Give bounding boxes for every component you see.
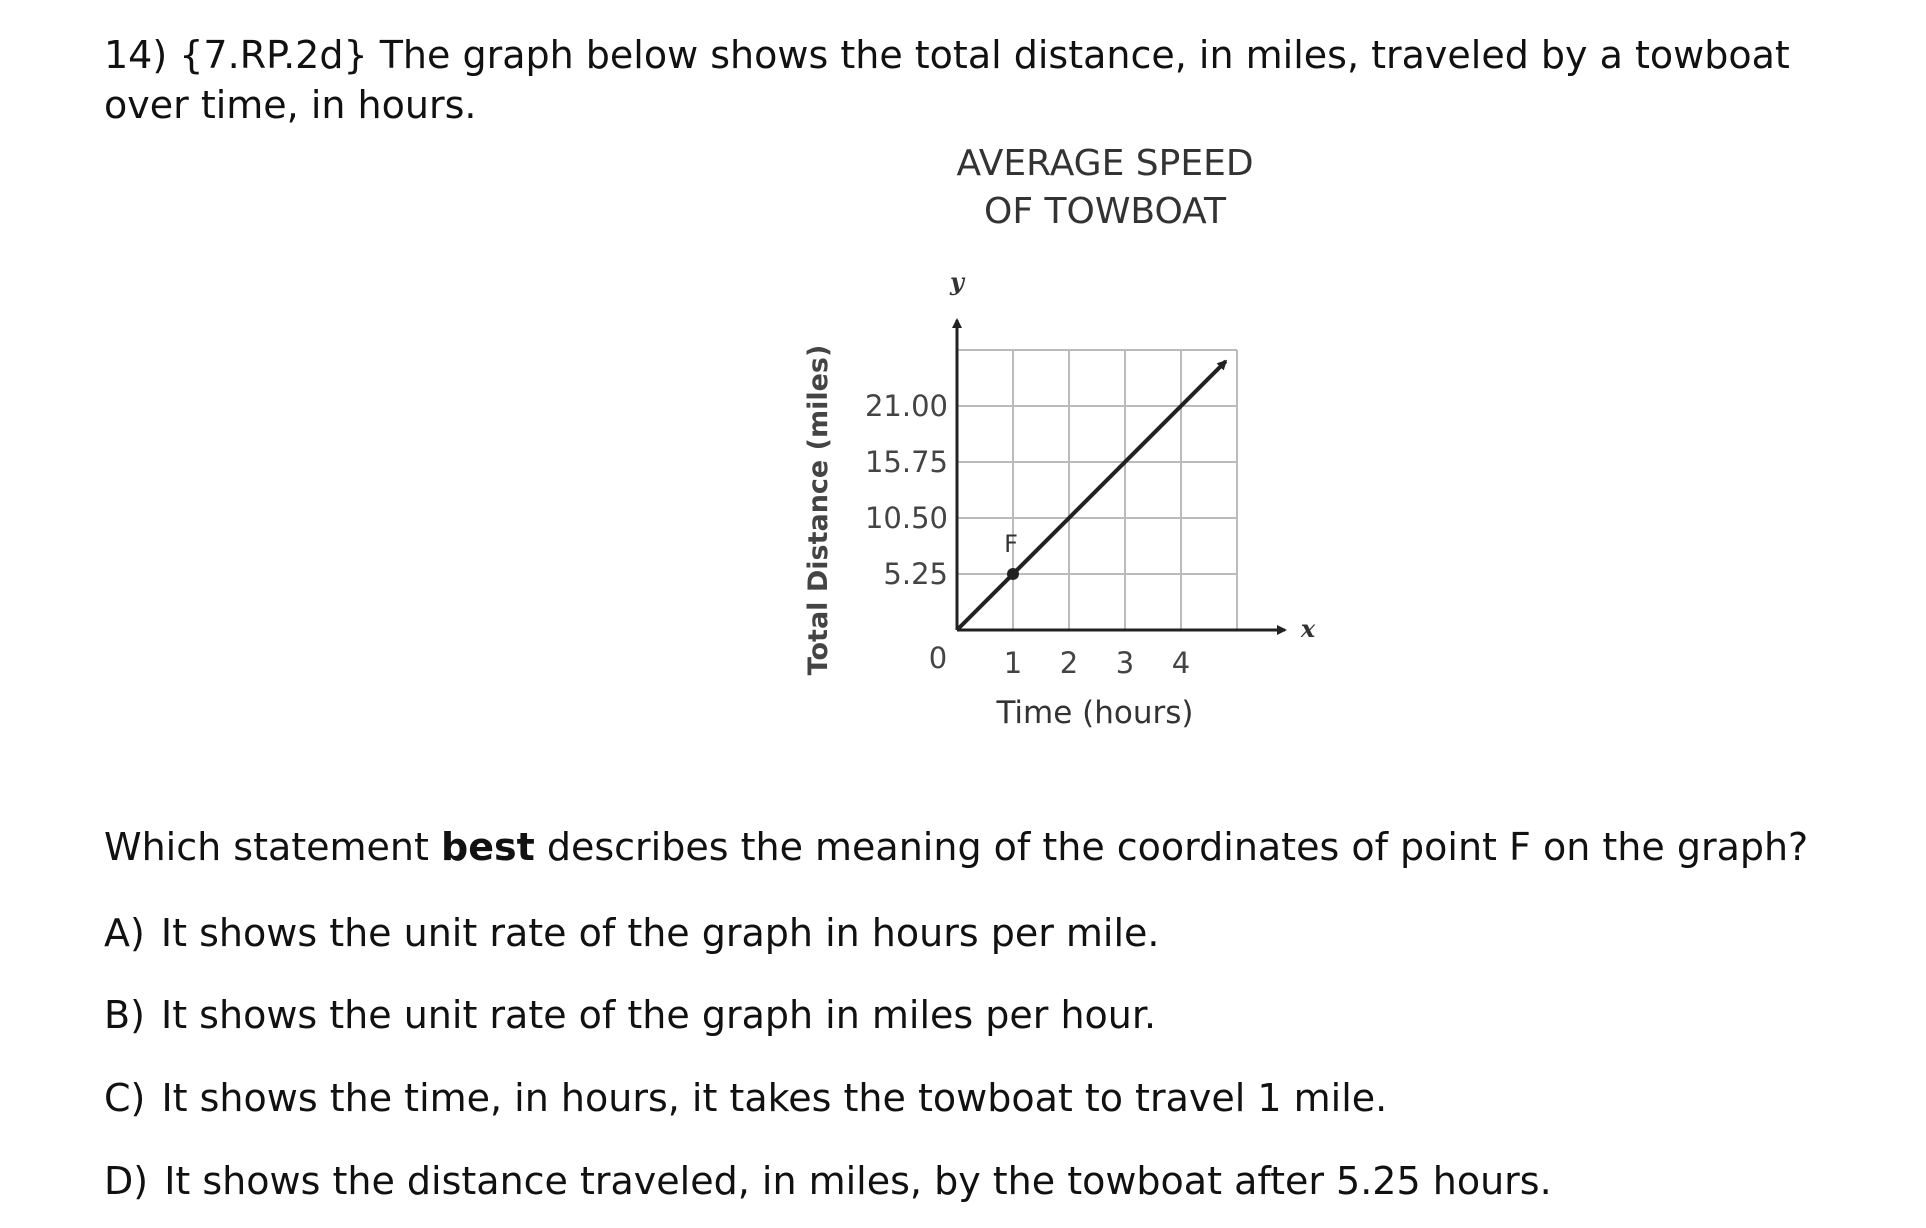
origin-label: 0	[928, 641, 948, 675]
y-tick-label: 10.50	[864, 501, 948, 535]
choice-letter: C)	[104, 1076, 146, 1120]
question-stem	[104, 822, 1808, 872]
choice-a[interactable]	[104, 908, 1160, 958]
y-axis-label: Total Distance (miles)	[803, 344, 834, 676]
x-tick-label: 4	[1171, 646, 1191, 680]
point-f	[1007, 568, 1019, 580]
chart-title: OF TOWBOAT	[984, 191, 1226, 232]
chart-title: AVERAGE SPEED	[956, 143, 1254, 184]
x-axis-letter: x	[1300, 614, 1316, 643]
choice-text: It shows the unit rate of the graph in hours per mile.	[160, 911, 1160, 955]
x-axis-label: Time (hours)	[996, 695, 1194, 731]
choice-letter: B)	[104, 993, 145, 1037]
choice-d[interactable]	[104, 1156, 1552, 1206]
choice-b[interactable]	[104, 990, 1156, 1040]
choice-text: It shows the time, in hours, it takes the towboat to travel 1 mile.	[161, 1076, 1388, 1120]
choice-text: It shows the distance traveled, in miles, by the towboat after 5.25 hours.	[164, 1159, 1552, 1203]
stem-bold: best	[441, 825, 535, 869]
choice-c[interactable]	[104, 1073, 1387, 1123]
choice-letter: D)	[104, 1159, 149, 1203]
point-f-label: F	[1004, 530, 1018, 558]
distance-time-chart	[780, 140, 1360, 760]
x-tick-label: 1	[1003, 646, 1023, 680]
y-tick-label: 5.25	[883, 557, 948, 591]
series-line	[957, 361, 1226, 630]
choice-letter: A)	[104, 911, 145, 955]
x-tick-label: 3	[1115, 646, 1135, 680]
choice-text: It shows the unit rate of the graph in miles per hour.	[161, 993, 1157, 1037]
stem-before: Which statement	[104, 825, 441, 869]
x-tick-label: 2	[1059, 646, 1079, 680]
stem-after: describes the meaning of the coordinates of point F on the graph?	[534, 825, 1809, 869]
question-text: 14) {7.RP.2d} The graph below shows the total distance, in miles, traveled by a towboat over time, in hours.	[104, 33, 1790, 127]
y-tick-label: 21.00	[864, 389, 948, 423]
y-axis-letter: y	[950, 267, 964, 296]
y-tick-label: 15.75	[864, 445, 948, 479]
